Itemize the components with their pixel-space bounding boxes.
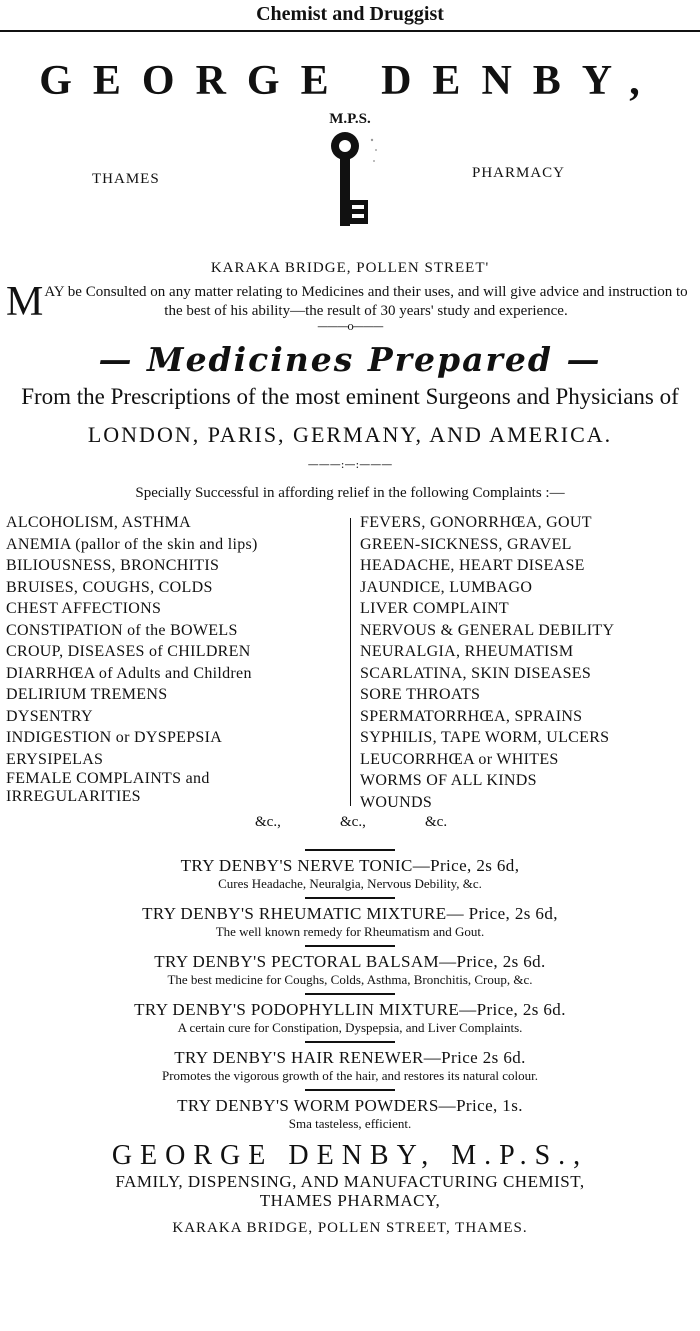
- list-item: ERYSIPELAS: [6, 750, 104, 768]
- product-title: TRY DENBY'S PECTORAL BALSAM—Price, 2s 6d.: [154, 952, 546, 971]
- address-line: KARAKA BRIDGE, POLLEN STREET': [210, 260, 490, 276]
- rule: [305, 945, 395, 947]
- ornamental-divider: ———o———: [317, 320, 383, 333]
- list-item: DELIRIUM TREMENS: [6, 686, 168, 703]
- list-item: DIARRHŒA of Adults and Children: [6, 664, 252, 682]
- etc-2: &c.,: [340, 814, 366, 830]
- rule: [305, 1089, 395, 1091]
- column-divider: [350, 518, 351, 806]
- product-worm-powders: [0, 1096, 700, 1132]
- list-item: CHEST AFFECTIONS: [6, 600, 162, 617]
- product-description: The best medicine for Coughs, Colds, Asthma, Bronchitis, Croup, &c.: [167, 972, 533, 987]
- masthead-name: GEORGE DENBY,: [39, 58, 661, 104]
- list-item: SPERMATORRHŒA, SPRAINS: [360, 707, 583, 725]
- list-item: JAUNDICE, LUMBAGO: [360, 578, 533, 596]
- specially-successful-text: Specially Successful in affording relief in the following Complaints :—: [135, 485, 565, 501]
- list-item: CROUP, DISEASES of CHILDREN: [6, 643, 251, 660]
- product-title: TRY DENBY'S RHEUMATIC MIXTURE— Price, 2s 6d,: [142, 904, 558, 923]
- complaints-list: [0, 512, 700, 814]
- product-description: A certain cure for Constipation, Dyspepsia, and Liver Complaints.: [177, 1020, 523, 1035]
- prescriptions-text: From the Prescriptions of the most eminent Surgeons and Physicians of: [21, 384, 679, 409]
- etc-3: &c.: [425, 814, 448, 830]
- list-item: INDIGESTION or DYSPEPSIA: [6, 729, 223, 746]
- list-item: LIVER COMPLAINT: [360, 600, 509, 617]
- consult-paragraph: [6, 279, 692, 325]
- list-item: SYPHILIS, TAPE WORM, ULCERS: [360, 729, 610, 746]
- product-title: TRY DENBY'S WORM POWDERS—Price, 1s.: [177, 1096, 523, 1115]
- rule: [305, 1041, 395, 1043]
- pharmacy-label: PHARMACY: [472, 165, 566, 181]
- product-pectoral-balsam: [0, 952, 700, 988]
- key-icon: [310, 128, 390, 238]
- list-item: BILIOUSNESS, BRONCHITIS: [6, 557, 220, 574]
- masthead-credentials: M.P.S.: [329, 111, 371, 127]
- thames-label: THAMES: [92, 171, 160, 187]
- list-item: FEVERS, GONORRHŒA, GOUT: [360, 514, 592, 531]
- product-podophyllin-mixture: [0, 1000, 700, 1036]
- etc-1: &c.,: [255, 814, 281, 830]
- list-item: LEUCORRHŒA or WHITES: [360, 750, 559, 768]
- list-item: GREEN-SICKNESS, GRAVEL: [360, 535, 572, 553]
- list-item: BRUISES, COUGHS, COLDS: [6, 578, 213, 596]
- medicines-heading: — Medicines Prepared —: [98, 340, 602, 379]
- list-item: DYSENTRY: [6, 707, 93, 725]
- footer-name: GEORGE DENBY, M.P.S.,: [111, 1140, 589, 1171]
- list-item: FEMALE COMPLAINTS and IRREGULARITIES: [6, 770, 210, 805]
- product-title: TRY DENBY'S PODOPHYLLIN MIXTURE—Price, 2s 6d.: [134, 1000, 566, 1019]
- product-description: Sma tasteless, efficient.: [288, 1116, 412, 1131]
- product-description: Promotes the vigorous growth of the hair, and restores its natural colour.: [161, 1068, 539, 1083]
- product-nerve-tonic: [0, 856, 700, 892]
- footer-line-1: FAMILY, DISPENSING, AND MANUFACTURING CHEMIST,: [115, 1172, 585, 1191]
- etcetera-row: [0, 814, 700, 844]
- product-description: Cures Headache, Neuralgia, Nervous Debility, &c.: [218, 876, 482, 891]
- publication-header: Chemist and Druggist: [0, 0, 700, 32]
- list-item: SORE THROATS: [360, 686, 481, 703]
- list-item: WOUNDS: [360, 793, 433, 811]
- list-item: NERVOUS & GENERAL DEBILITY: [360, 621, 615, 639]
- product-description: The well known remedy for Rheumatism and Gout.: [215, 924, 485, 939]
- rule: [305, 849, 395, 851]
- consult-text: AY be Consulted on any matter relating to Medicines and their uses, and will give advice and instruction to the best of his ability—the result of 30 years' study and experience.: [44, 284, 688, 319]
- footer-address: KARAKA BRIDGE, POLLEN STREET, THAMES.: [172, 1220, 528, 1236]
- drop-cap: M: [6, 279, 44, 325]
- key-emblem-row: [0, 128, 700, 238]
- rule: [305, 897, 395, 899]
- complaints-right-column: [360, 512, 700, 813]
- complaints-left-column: [6, 512, 346, 806]
- product-rheumatic-mixture: [0, 904, 700, 940]
- list-item: HEADACHE, HEART DISEASE: [360, 557, 585, 574]
- rule: [305, 993, 395, 995]
- product-title: TRY DENBY'S NERVE TONIC—Price, 2s 6d,: [180, 856, 520, 875]
- list-item: CONSTIPATION of the BOWELS: [6, 621, 238, 639]
- list-item: ALCOHOLISM, ASTHMA: [6, 514, 191, 531]
- footer-line-2: THAMES PHARMACY,: [259, 1191, 441, 1210]
- product-hair-renewer: [0, 1048, 700, 1084]
- list-item: ANEMIA (pallor of the skin and lips): [6, 535, 258, 553]
- ornamental-divider-2: ———:—:———: [307, 458, 393, 471]
- list-item: SCARLATINA, SKIN DISEASES: [360, 664, 592, 682]
- list-item: WORMS OF ALL KINDS: [360, 772, 537, 789]
- product-title: TRY DENBY'S HAIR RENEWER—Price 2s 6d.: [174, 1048, 526, 1067]
- list-item: NEURALGIA, RHEUMATISM: [360, 643, 574, 660]
- places-line: LONDON, PARIS, GERMANY, AND AMERICA.: [87, 422, 613, 447]
